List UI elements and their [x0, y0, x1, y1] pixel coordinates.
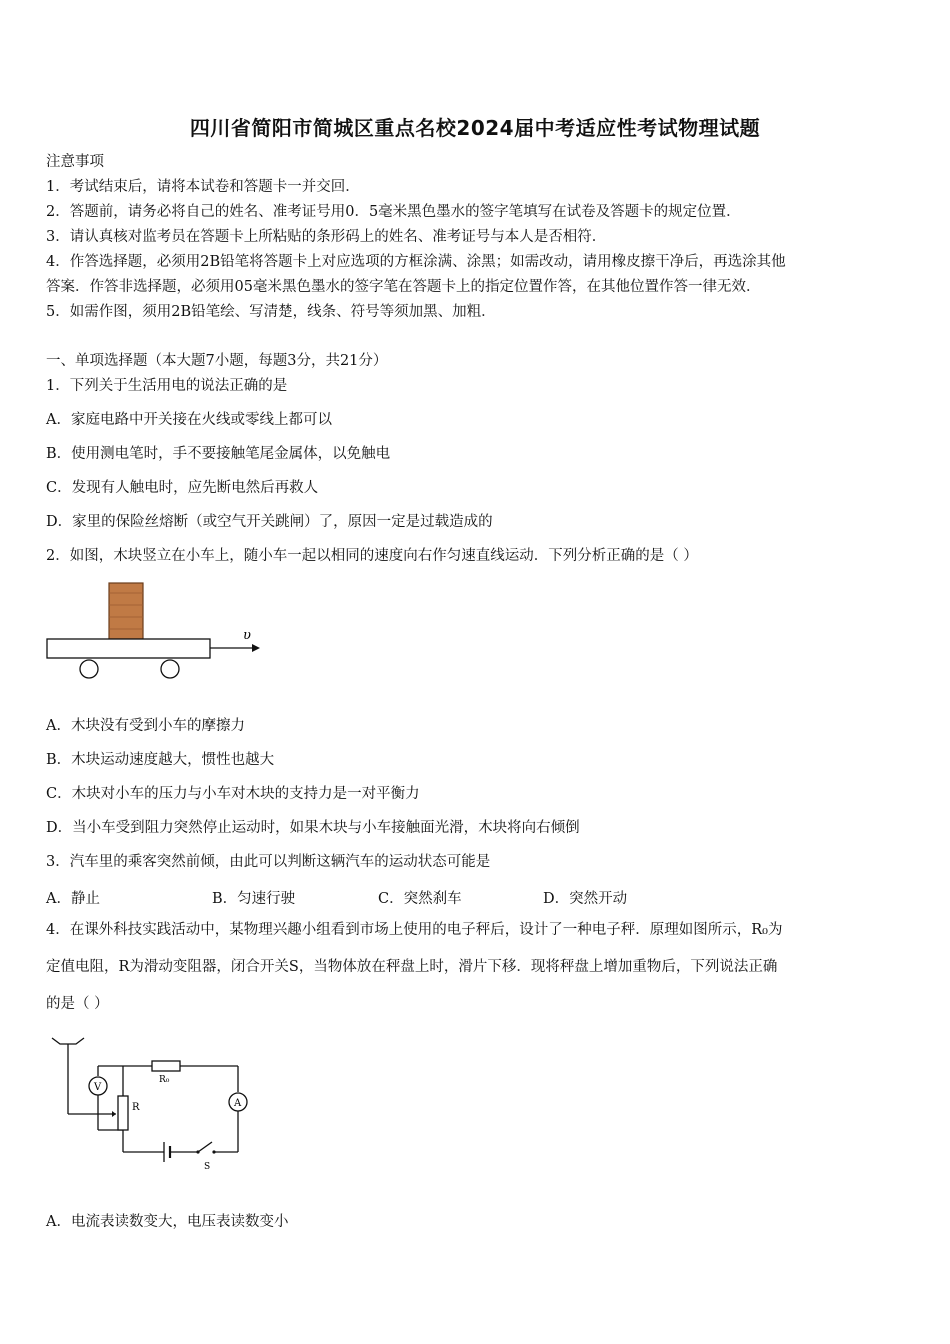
voltmeter-label: V — [94, 1082, 102, 1093]
q3-stem: 3．汽车里的乘客突然前倾，由此可以判断这辆汽车的运动状态可能是 — [46, 854, 491, 870]
q4-stem-line3: 的是（ ） — [46, 996, 109, 1012]
q4-option-a: A．电流表读数变大，电压表读数变小 — [46, 1214, 289, 1230]
q1-option-c: C．发现有人触电时，应先断电然后再救人 — [46, 480, 319, 496]
q1-stem: 1．下列关于生活用电的说法正确的是 — [46, 378, 288, 394]
wood-block — [109, 583, 143, 639]
section-heading: 一、单项选择题（本大题7小题，每题3分，共21分） — [46, 353, 388, 369]
q3-option-a: A．静止 — [46, 891, 100, 907]
resistor-r0-label: R₀ — [159, 1075, 170, 1085]
q1-option-a: A．家庭电路中开关接在火线或零线上都可以 — [46, 412, 332, 428]
q2-option-b: B．木块运动速度越大，惯性也越大 — [46, 752, 275, 768]
q4-circuit-figure — [46, 1030, 256, 1175]
resistor-r0 — [152, 1061, 180, 1071]
q2-stem: 2．如图，木块竖立在小车上，随小车一起以相同的速度向右作匀速直线运动．下列分析正确的是（ ） — [46, 548, 698, 564]
q4-stem-line2: 定值电阻，R为滑动变阻器，闭合开关S，当物体放在秤盘上时，滑片下移．现将秤盘上增加重物后，下列说法正确 — [46, 959, 778, 975]
switch-s — [198, 1142, 212, 1152]
q2-option-a: A．木块没有受到小车的摩擦力 — [46, 718, 245, 734]
note-item-1: 1．考试结束后，请将本试卷和答题卡一并交回． — [46, 179, 360, 195]
note-item-2: 2．答题前，请务必将自己的姓名、准考证号用0．5毫米黑色墨水的签字笔填写在试卷及答题卡的规定位置． — [46, 204, 741, 220]
note-item-3: 3．请认真核对监考员在答题卡上所粘贴的条形码上的姓名、准考证号与本人是否相符． — [46, 229, 607, 245]
note-item-4-cont: 答案．作答非选择题，必须用05毫米黑色墨水的签字笔在答题卡上的指定位置作答，在其他位置作答一律无效． — [46, 279, 761, 295]
q3-option-c: C．突然刹车 — [378, 891, 462, 907]
q2-option-c: C．木块对小车的压力与小车对木块的支持力是一对平衡力 — [46, 786, 420, 802]
q3-option-d: D．突然开动 — [543, 891, 628, 907]
q1-option-b: B．使用测电笔时，手不要接触笔尾金属体，以免触电 — [46, 446, 391, 462]
q1-option-d: D．家里的保险丝熔断（或空气开关跳闸）了，原因一定是过载造成的 — [46, 514, 493, 530]
note-item-4: 4．作答选择题，必须用2B铅笔将答题卡上对应选项的方框涂满、涂黑；如需改动，请用橡皮擦干净后，再选涂其他 — [46, 254, 786, 270]
rheostat-r — [118, 1096, 128, 1130]
cart-wheel-left — [80, 660, 98, 678]
velocity-label: υ — [243, 628, 251, 643]
rheostat-r-label: R — [132, 1102, 140, 1113]
scale-pan — [52, 1038, 84, 1044]
cart-wheel-right — [161, 660, 179, 678]
page-title: 四川省简阳市简城区重点名校2024届中考适应性考试物理试题 — [189, 116, 761, 140]
q2-option-d: D．当小车受到阻力突然停止运动时，如果木块与小车接触面光滑，木块将向右倾倒 — [46, 820, 580, 836]
notes-heading: 注意事项 — [46, 154, 104, 170]
q2-cart-figure — [40, 578, 280, 688]
switch-s-label: S — [204, 1162, 211, 1172]
cart-body — [47, 639, 210, 658]
q3-option-b: B．匀速行驶 — [212, 891, 296, 907]
q4-stem-line1: 4．在课外科技实践活动中，某物理兴趣小组看到市场上使用的电子秤后，设计了一种电子秤．原理如图所示，R₀为 — [46, 922, 783, 938]
ammeter-label: A — [234, 1098, 242, 1109]
note-item-5: 5．如需作图，须用2B铅笔绘、写清楚，线条、符号等须加黑、加粗． — [46, 304, 496, 320]
